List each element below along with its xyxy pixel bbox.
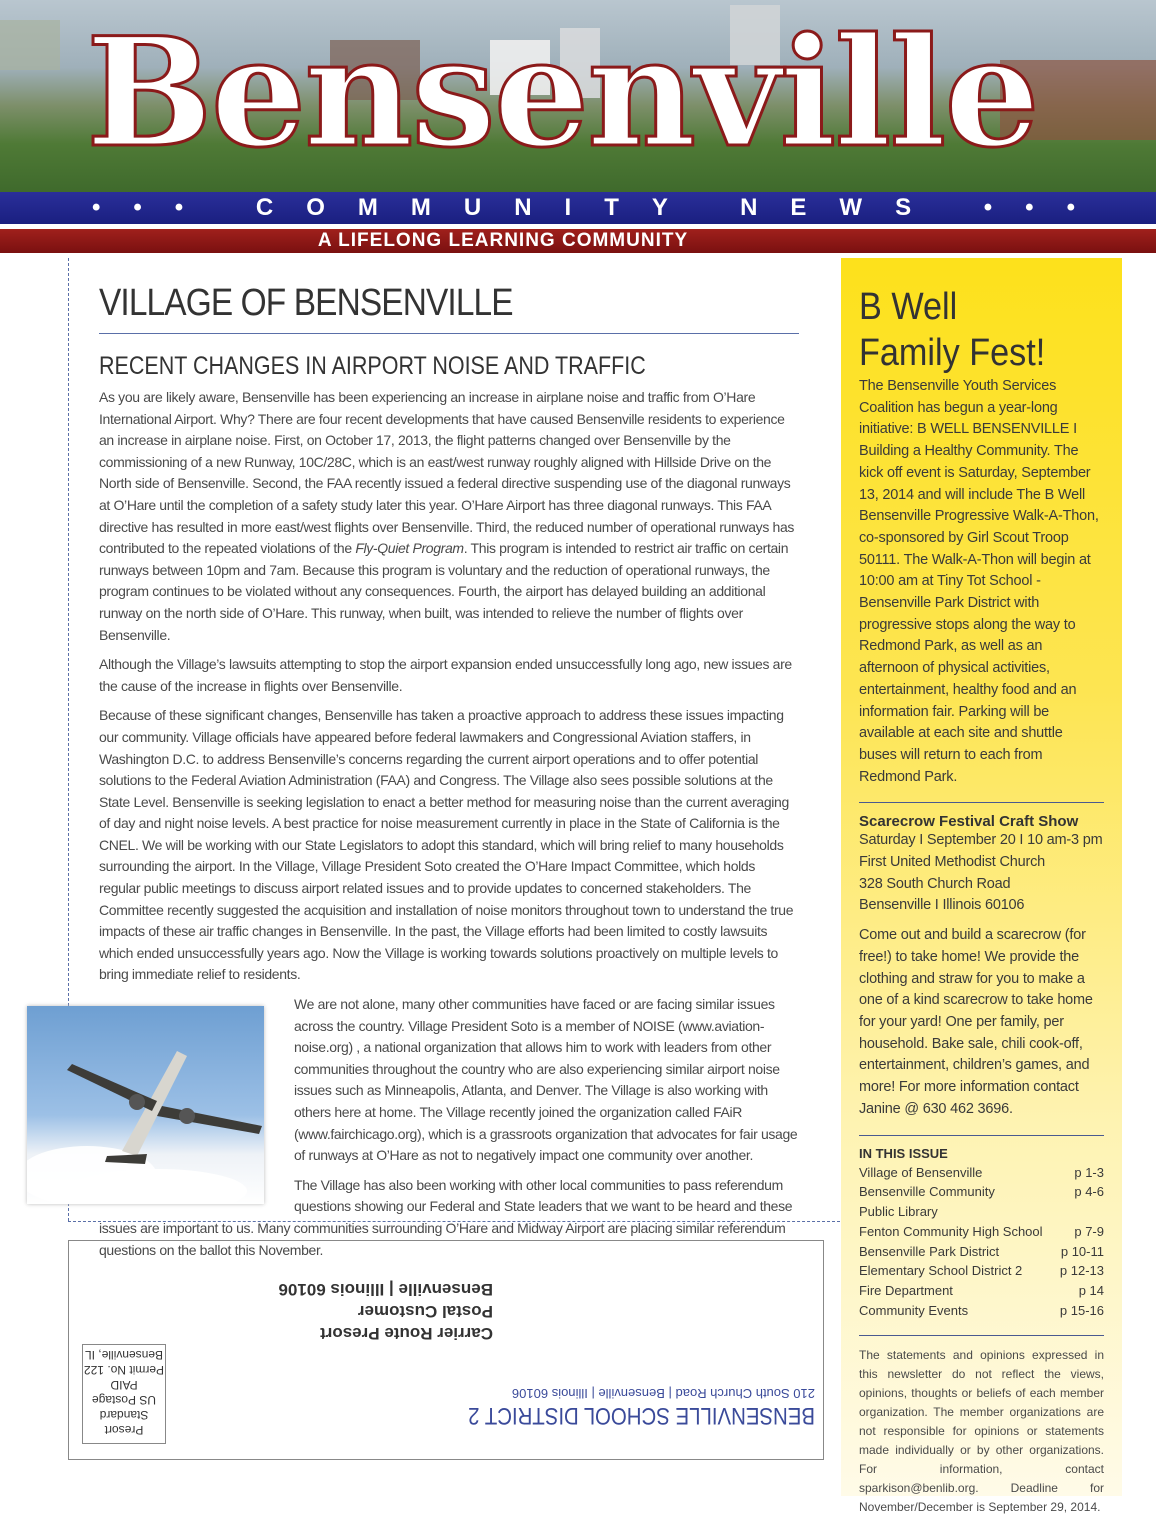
toc-label: Fenton Community High School [859, 1223, 1043, 1239]
disclaimer: The statements and opinions expressed in this newsletter do not reflect the views, opinions, thoughts or beliefs of each member organization. The member organizations are not responsible for opinions or statements made individually or by other organizations. For information, contact sparkison@benlib.org. Deadline for November/December is September 29, 2014. [859, 1347, 1104, 1514]
sidebar [841, 258, 1122, 1514]
toc-heading: IN THIS ISSUE [859, 1145, 948, 1161]
toc-pages: p 4-6 [1074, 1184, 1104, 1200]
article [99, 282, 799, 1269]
airplane-photo [27, 1006, 264, 1204]
event-street: 328 South Church Road [859, 875, 1011, 892]
community-news-band: ••• COMMUNITY NEWS ••• [0, 192, 1156, 224]
event-place: First United Methodist Church [859, 854, 1045, 871]
mailing-panel [68, 1240, 824, 1460]
table-of-contents [859, 1163, 1104, 1321]
postage-indicia: Presort Standard US Postage PAID Permit No. 122 Bensenville, IL [82, 1344, 166, 1444]
paragraph-3: Because of these significant changes, Bensenville has taken a proactive approach to address these issues impacting our community. Village officials have appeared before federal lawmakers and Congressional Aviation staffers, in Washington D.C. to address Bensenville’s concerns regarding the current airport operations and to offer potential solutions to the Federal Aviation Administration (FAA) and Congress. The Village also sees possible solutions at the State Level. Bensenville is seeking legislation to enact a better method for measuring noise than the current averaging of day and night noise levels. A best practice for noise measurement currently in place in the State of California is the CNEL. We will be working with our State Legislators to adopt this standard, which will bring relief to many households surrounding the airport. In the Village, Village President Soto created the O’Hare Impact Committee, which holds regular public meetings to discuss airport related issues and to provide updates to concerned stakeholders. The Committee recently suggested the acquisition and installation of noise monitors throughout town to understand the true impacts of these air traffic changes in Bensenville. In the past, the Village efforts had been limited to costly lawsuits which ended unsuccessfully years ago. Now the Village is working towards solutions proactively on multiple levels to bring immediate relief to residents. [99, 707, 794, 983]
tagline: A LIFELONG LEARNING COMMUNITY [317, 230, 689, 251]
return-address [407, 1386, 815, 1429]
toc-item [859, 1301, 1104, 1321]
toc-item [859, 1261, 1104, 1281]
toc-pages: p 15-16 [1059, 1303, 1104, 1319]
rule [859, 802, 1104, 803]
paragraph-1: As you are likely aware, Bensenville has been experiencing an increase in airplane noise and traffic from O’Hare International Airport. Why? There are four recent developments that have caused Bensenville residents to experience an increase in airplane noise. First, on October 17, 2013, the flight patterns changed over Bensenville by the commissioning of a new Runway, 10C/28C, which is an east/west runway roughly aligned with Hillside Drive on the North side of Bensenville. Second, the FAA recently issued a federal directive suspending use of the diagonal runways at O’Hare until the completion of a safety study later this year. O’Hare Airport has three diagonal runways. This FAA directive has resulted in more east/west flights over Bensenville. Third, the reduced number of operational runways has contributed to the repeated violations of the Fly-Quiet Program. This program is intended to restrict air traffic on certain runways between 10pm and 7am. Because this program is voluntary and the reduction of operational runways, the program continues to be violated without any consequences. Fourth, the airport has delayed building an additional runway on the north side of O’Hare. This runway, when built, was intended to relieve the number of flights over Bensenville. [99, 389, 795, 643]
toc-pages: p 7-9 [1074, 1223, 1104, 1239]
return-name: BENSENVILLE SCHOOL DISTRICT 2 [468, 1402, 815, 1429]
bwell-intro: The Bensenville Youth Services Coalition has begun a year-long initiative: B WELL BENSENVILLE I Building a Healthy Community. The kick off event is Saturday, September 13, 2014 and will include The B Well Bensenville Progressive Walk-A-Thon, co-sponsored by Girl Scout Troop 50111. The Walk-A-Thon will begin at 10:00 am at Tiny Tot School - Bensenville Park District with progressive stops along the way to Redmond Park, as well as an afternoon of physical activities, entertainment, healthy food and an information fair. Parking will be available at each site and shuttle buses will return to each from Redmond Park. [859, 378, 1099, 785]
toc-label: Community Events [859, 1303, 969, 1319]
event-when: Saturday I September 20 I 10 am-3 pm [859, 832, 1103, 849]
toc-label: Fire Department [859, 1283, 953, 1299]
toc-label: Public Library [859, 1204, 938, 1220]
recipient-address: Carrier Route Presort Postal Customer Bensenville | Illinois 60106 [278, 1280, 493, 1343]
toc-item [859, 1242, 1104, 1262]
toc-pages: p 1-3 [1074, 1164, 1104, 1180]
return-street: 210 South Church Road | Bensenville | Illinois 60106 [511, 1386, 815, 1401]
toc-label: Elementary School District 2 [859, 1263, 1023, 1279]
article-title: VILLAGE OF BENSENVILLE [99, 282, 513, 324]
toc-item [859, 1222, 1104, 1242]
rule [859, 1135, 1104, 1136]
toc-pages: p 14 [1078, 1283, 1104, 1299]
article-continued [99, 994, 799, 1269]
masthead-photo [0, 0, 1156, 192]
paragraph-2: Although the Village’s lawsuits attempting to stop the airport expansion ended unsuccessfully long ago, new issues are the cause of the increase in flights over Bensenville. [99, 656, 792, 694]
event-city: Bensenville I Illinois 60106 [859, 897, 1025, 914]
stadium-lights [0, 20, 60, 70]
toc-label: Bensenville Community [859, 1184, 995, 1200]
toc-item [859, 1202, 1104, 1222]
title-rule [99, 333, 799, 334]
toc-pages: p 12-13 [1059, 1263, 1104, 1279]
paragraph-4: We are not alone, many other communities have faced or are facing similar issues across the country. Village President Soto is a member of NOISE (www.aviation-noise.org) , a national organization that allows him to work with leaders from other communities throughout the country who are also experiencing similar airport noise issues such as Minneapolis, Atlanta, and Denver. The Village is also working with others here at home. The Village recently joined the organization called FAiR (www.fairchicago.org), which is a grassroots organization that advocates for fair usage of runways at O’Hare as not to negatively impact one community over another. [294, 996, 798, 1164]
masthead-title: Bensenville [86, 5, 1038, 181]
event-title: Scarecrow Festival Craft Show [859, 813, 1079, 831]
paragraph-5: The Village has also been working with other local communities to pass referendum questions showing our Federal and State leaders that we want to be heard and these issues are important to us. Many communities surrounding O’Hare and Midway Airport are placing similar referendum questions on the ballot this November. [99, 1176, 793, 1258]
toc-item [859, 1182, 1104, 1202]
article-subtitle: RECENT CHANGES IN AIRPORT NOISE AND TRAFFIC [99, 352, 646, 380]
toc-item [859, 1163, 1104, 1183]
toc-item [859, 1281, 1104, 1301]
rule [859, 1335, 1104, 1336]
sidebar-title: B Well Family Fest! [859, 286, 1046, 374]
toc-label: Bensenville Park District [859, 1243, 1000, 1259]
toc-pages: p 10-11 [1060, 1243, 1104, 1259]
toc-label: Village of Bensenville [859, 1164, 983, 1180]
tagline-band [0, 229, 1156, 253]
event-description: Come out and build a scarecrow (for free!) to take home! We provide the clothing and straw for you to make a one of a kind scarecrow to take home for your yard! One per family, per household. Bake sale, chili cook-off, entertainment, children’s games, and more! For more information contact Janine @ 630 462 3696. [859, 927, 1093, 1117]
